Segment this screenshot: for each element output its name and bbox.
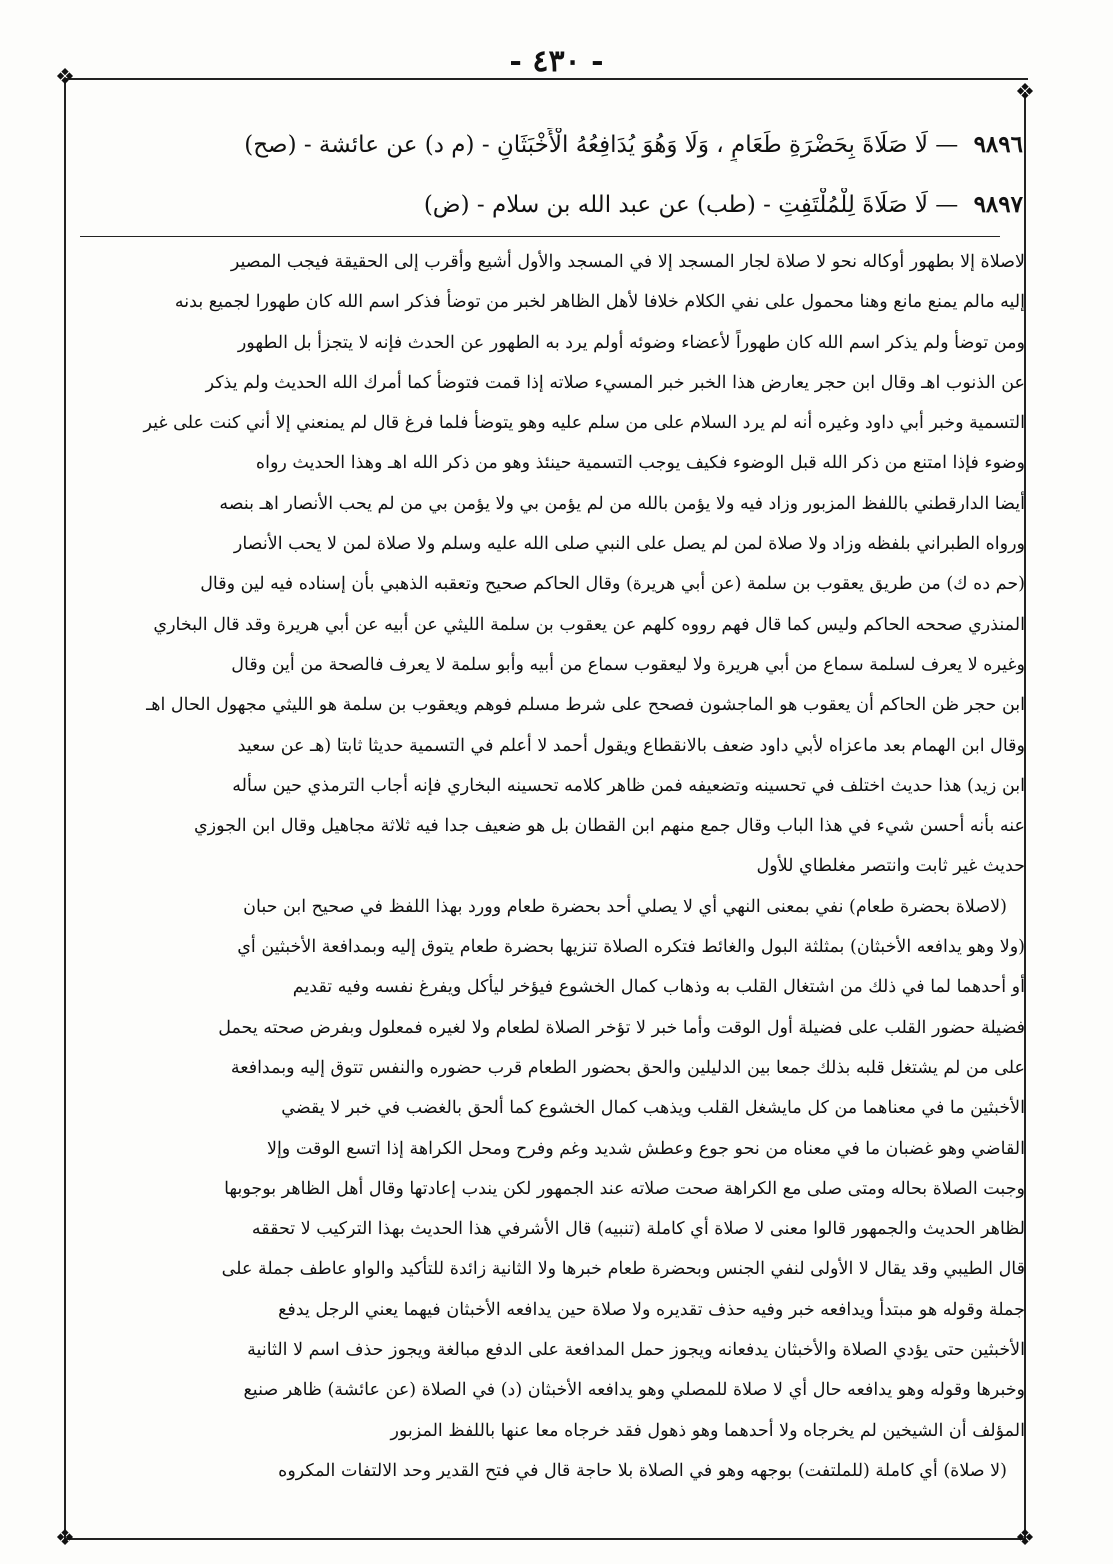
commentary-line: قال الطيبي وقد يقال لا الأولى لنفي الجنس وبحضرة طعام خبرها ولا الثانية زائدة للتأكيد والواو عاطف جملة على xyxy=(221,1259,1025,1280)
commentary-body xyxy=(97,242,1025,1491)
commentary-line: عنه بأنه أحسن شيء في هذا الباب وقال جمع منهم ابن القطان بل هو ضعيف جدا فيه ثلاثة مجاهيل وقال ابن الجوزي xyxy=(193,816,1025,837)
commentary-line: وخبرها وقوله وهو يدافعه حال أي لا صلاة للمصلي وهو يدافعه الأخبثان (د) في الصلاة (عن عائشة) ظاهر صنيع xyxy=(243,1380,1025,1401)
commentary-line: فضيلة حضور القلب على فضيلة أول الوقت وأما خبر لا تؤخر الصلاة لطعام ولا لغيره فمعلول وبفرض صحته يحمل xyxy=(218,1017,1025,1038)
hadith-9897 xyxy=(90,188,1023,222)
commentary-line: أو أحدهما لما في ذلك من اشتغال القلب به وذهاب كمال الخشوع فيؤخر ليأكل ويفرغ نفسه وفيه تقديم xyxy=(292,977,1025,998)
commentary-line: أيضا الدارقطني باللفظ المزبور وزاد فيه ولا يؤمن بالله من لم يؤمن بي ولا يؤمن بي من لم يحب الأنصار اهـ بنصه xyxy=(219,493,1025,514)
commentary-line: الأخبثين حتى يؤدي الصلاة والأخبثان يدفعانه ويجوز حمل المدافعة على الدفع مبالغة ويجوز حذف اسم لا الثانية xyxy=(247,1340,1025,1361)
ornament-bottom-left-icon: ❖ xyxy=(55,1526,75,1551)
commentary-line: الأخبثين ما في معناهما من كل مايشغل القلب ويذهب كمال الخشوع كما ألحق بالغضب في خبر لا يقضي xyxy=(281,1098,1025,1119)
commentary-line: ورواه الطبراني بلفظه وزاد ولا صلاة لمن لم يصل على النبي صلى الله عليه وسلم ولا صلاة لمن لا يحب الأنصار xyxy=(233,534,1025,555)
commentary-line: المنذري صححه الحاكم وليس كما قال فهم رووه كلهم عن يعقوب بن سلمة الليثي عن أبيه عن أبي هريرة وقد قال البخاري xyxy=(153,614,1025,635)
commentary-line: وقال ابن الهمام بعد ماعزاه لأبي داود ضعف بالانقطاع ويقول أحمد لا أعلم في التسمية حديثا ثابتا (هـ عن سعيد xyxy=(237,735,1025,756)
commentary-line: لظاهر الحديث والجمهور قالوا معنى لا صلاة أي كاملة (تنبيه) قال الأشرفي هذا الحديث بهذا التركيب لا تحققه xyxy=(251,1219,1025,1240)
commentary-line: (ولا وهو يدافعه الأخبثان) بمثلثة البول والغائط فتكره الصلاة تنزيها بحضرة طعام يتوق إليه وبمدافعة الأخبثين أي xyxy=(237,937,1025,958)
ornament-top-right-icon: ❖ xyxy=(1015,80,1035,105)
commentary-line: (حم ده ك) من طريق يعقوب بن سلمة (عن أبي هريرة) وقال الحاكم صحيح وتعقبه الذهبي بأن إسناده فيه لين وقال xyxy=(200,574,1025,595)
commentary-line: ابن زيد) هذا حديث اختلف في تحسينه وتضعيفه فمن ظاهر كلامه تحسينه البخاري فإنه أجاب الترمذي حين سأله xyxy=(232,775,1025,796)
commentary-line: القاضي وهو غضبان ما في معناه من نحو جوع وعطش شديد وغم وفرح ومحل الكراهة إذا اتسع الوقت وإلا xyxy=(266,1138,1025,1159)
ornament-bottom-right-icon: ❖ xyxy=(1015,1526,1035,1551)
commentary-line: ومن توضأ ولم يذكر اسم الله كان طهوراً لأعضاء وضوئه أولم يرد به الطهور عن الحدث فإنه لا يتجزأ بل الطهور xyxy=(237,332,1025,353)
commentary-line: إليه مالم يمنع مانع وهنا محمول على نفي الكلام خلافا لأهل الظاهر لخبر من توضأ فذكر اسم الله كان طهورا لجميع بدنه xyxy=(174,292,1025,313)
commentary-line: التسمية وخبر أبي داود وغيره أنه لم يرد السلام على من سلم عليه وهو يتوضأ فلما فرغ قال لم يمنعني إلا أني كنت على غير xyxy=(143,413,1025,434)
page-number: - ٤٣٠ - xyxy=(509,44,604,79)
commentary-line: وغيره لا يعرف لسلمة سماع من أبي هريرة ولا ليعقوب سماع من أبيه وأبو سلمة لا يعرف فالصحة من أين وقال xyxy=(231,654,1025,675)
hadith-number: ٩٨٩٧ xyxy=(973,191,1023,218)
commentary-line: (لاصلاة بحضرة طعام) نفي بمعنى النهي أي لا يصلي أحد بحضرة طعام وورد بهذا اللفظ في صحيح ابن حبان xyxy=(243,896,1007,917)
commentary-line: لاصلاة إلا بطهور أوكاله نحو لا صلاة لجار المسجد إلا في المسجد والأول أشيع وأقرب إلى الحقيقة فيجب المصير xyxy=(230,252,1025,272)
commentary-line: وضوء فإذا امتنع من ذكر الله قبل الوضوء فكيف يوجب التسمية حينئذ وهو من ذكر الله اهـ وهذا الحديث رواه xyxy=(255,453,1025,474)
section-separator xyxy=(80,236,1000,237)
ornament-top-left-icon: ❖ xyxy=(55,65,75,90)
hadith-text: — لَا صَلَاةَ لِلْمُلْتَفِتِ - (طب) عن عبد الله بن سلام - (ض) xyxy=(423,192,959,218)
commentary-line: حديث غير ثابت وانتصر مغلطاي للأول xyxy=(756,856,1025,877)
commentary-line: ابن حجر ظن الحاكم أن يعقوب هو الماجشون فصحح على شرط مسلم فوهم ويعقوب بن سلمة هو الليثي مجهول الحال اهـ xyxy=(146,695,1025,716)
hadith-text: — لَا صَلَاةَ بِحَضْرَةِ طَعَامٍ ، وَلَا وَهُوَ يُدَافِعُهُ الْأَخْبَثَانِ - (م د) عن عائشة - (صح) xyxy=(244,132,959,158)
hadith-9896 xyxy=(90,128,1023,162)
commentary-line: (لا صلاة) أي كاملة (للملتفت) بوجهه وهو في الصلاة بلا حاجة قال في فتح القدير وحد الالتفات المكروه xyxy=(278,1460,1007,1481)
commentary-line: وجبت الصلاة بحاله ومتى صلى مع الكراهة صحت صلاته عند الجمهور لكن يندب إعادتها وقال أهل الظاهر بوجوبها xyxy=(224,1178,1025,1199)
frame-bottom-line xyxy=(64,1538,1026,1540)
hadith-number: ٩٨٩٦ xyxy=(973,131,1023,158)
commentary-line: على من لم يشتغل قلبه بذلك جمعا بين الدليلين والحق بحضور الطعام قرب حضوره والنفس تتوق إليه وبمدافعة xyxy=(230,1057,1025,1078)
commentary-line: المؤلف أن الشيخين لم يخرجاه ولا أحدهما وهو ذهول فقد خرجاه معا عنها باللفظ المزبور xyxy=(390,1420,1025,1441)
frame-left-line xyxy=(64,80,66,1540)
commentary-line: عن الذنوب اهـ وقال ابن حجر يعارض هذا الخبر خبر المسيء صلاته إذا قمت فتوضأ كما أمرك الله الحديث ولم يذكر xyxy=(205,372,1025,393)
commentary-line: جملة وقوله هو مبتدأ ويدافعه خبر وفيه حذف تقديره ولا صلاة حين يدافعه الأخبثان فيهما يعني الرجل يدفع xyxy=(278,1299,1025,1320)
